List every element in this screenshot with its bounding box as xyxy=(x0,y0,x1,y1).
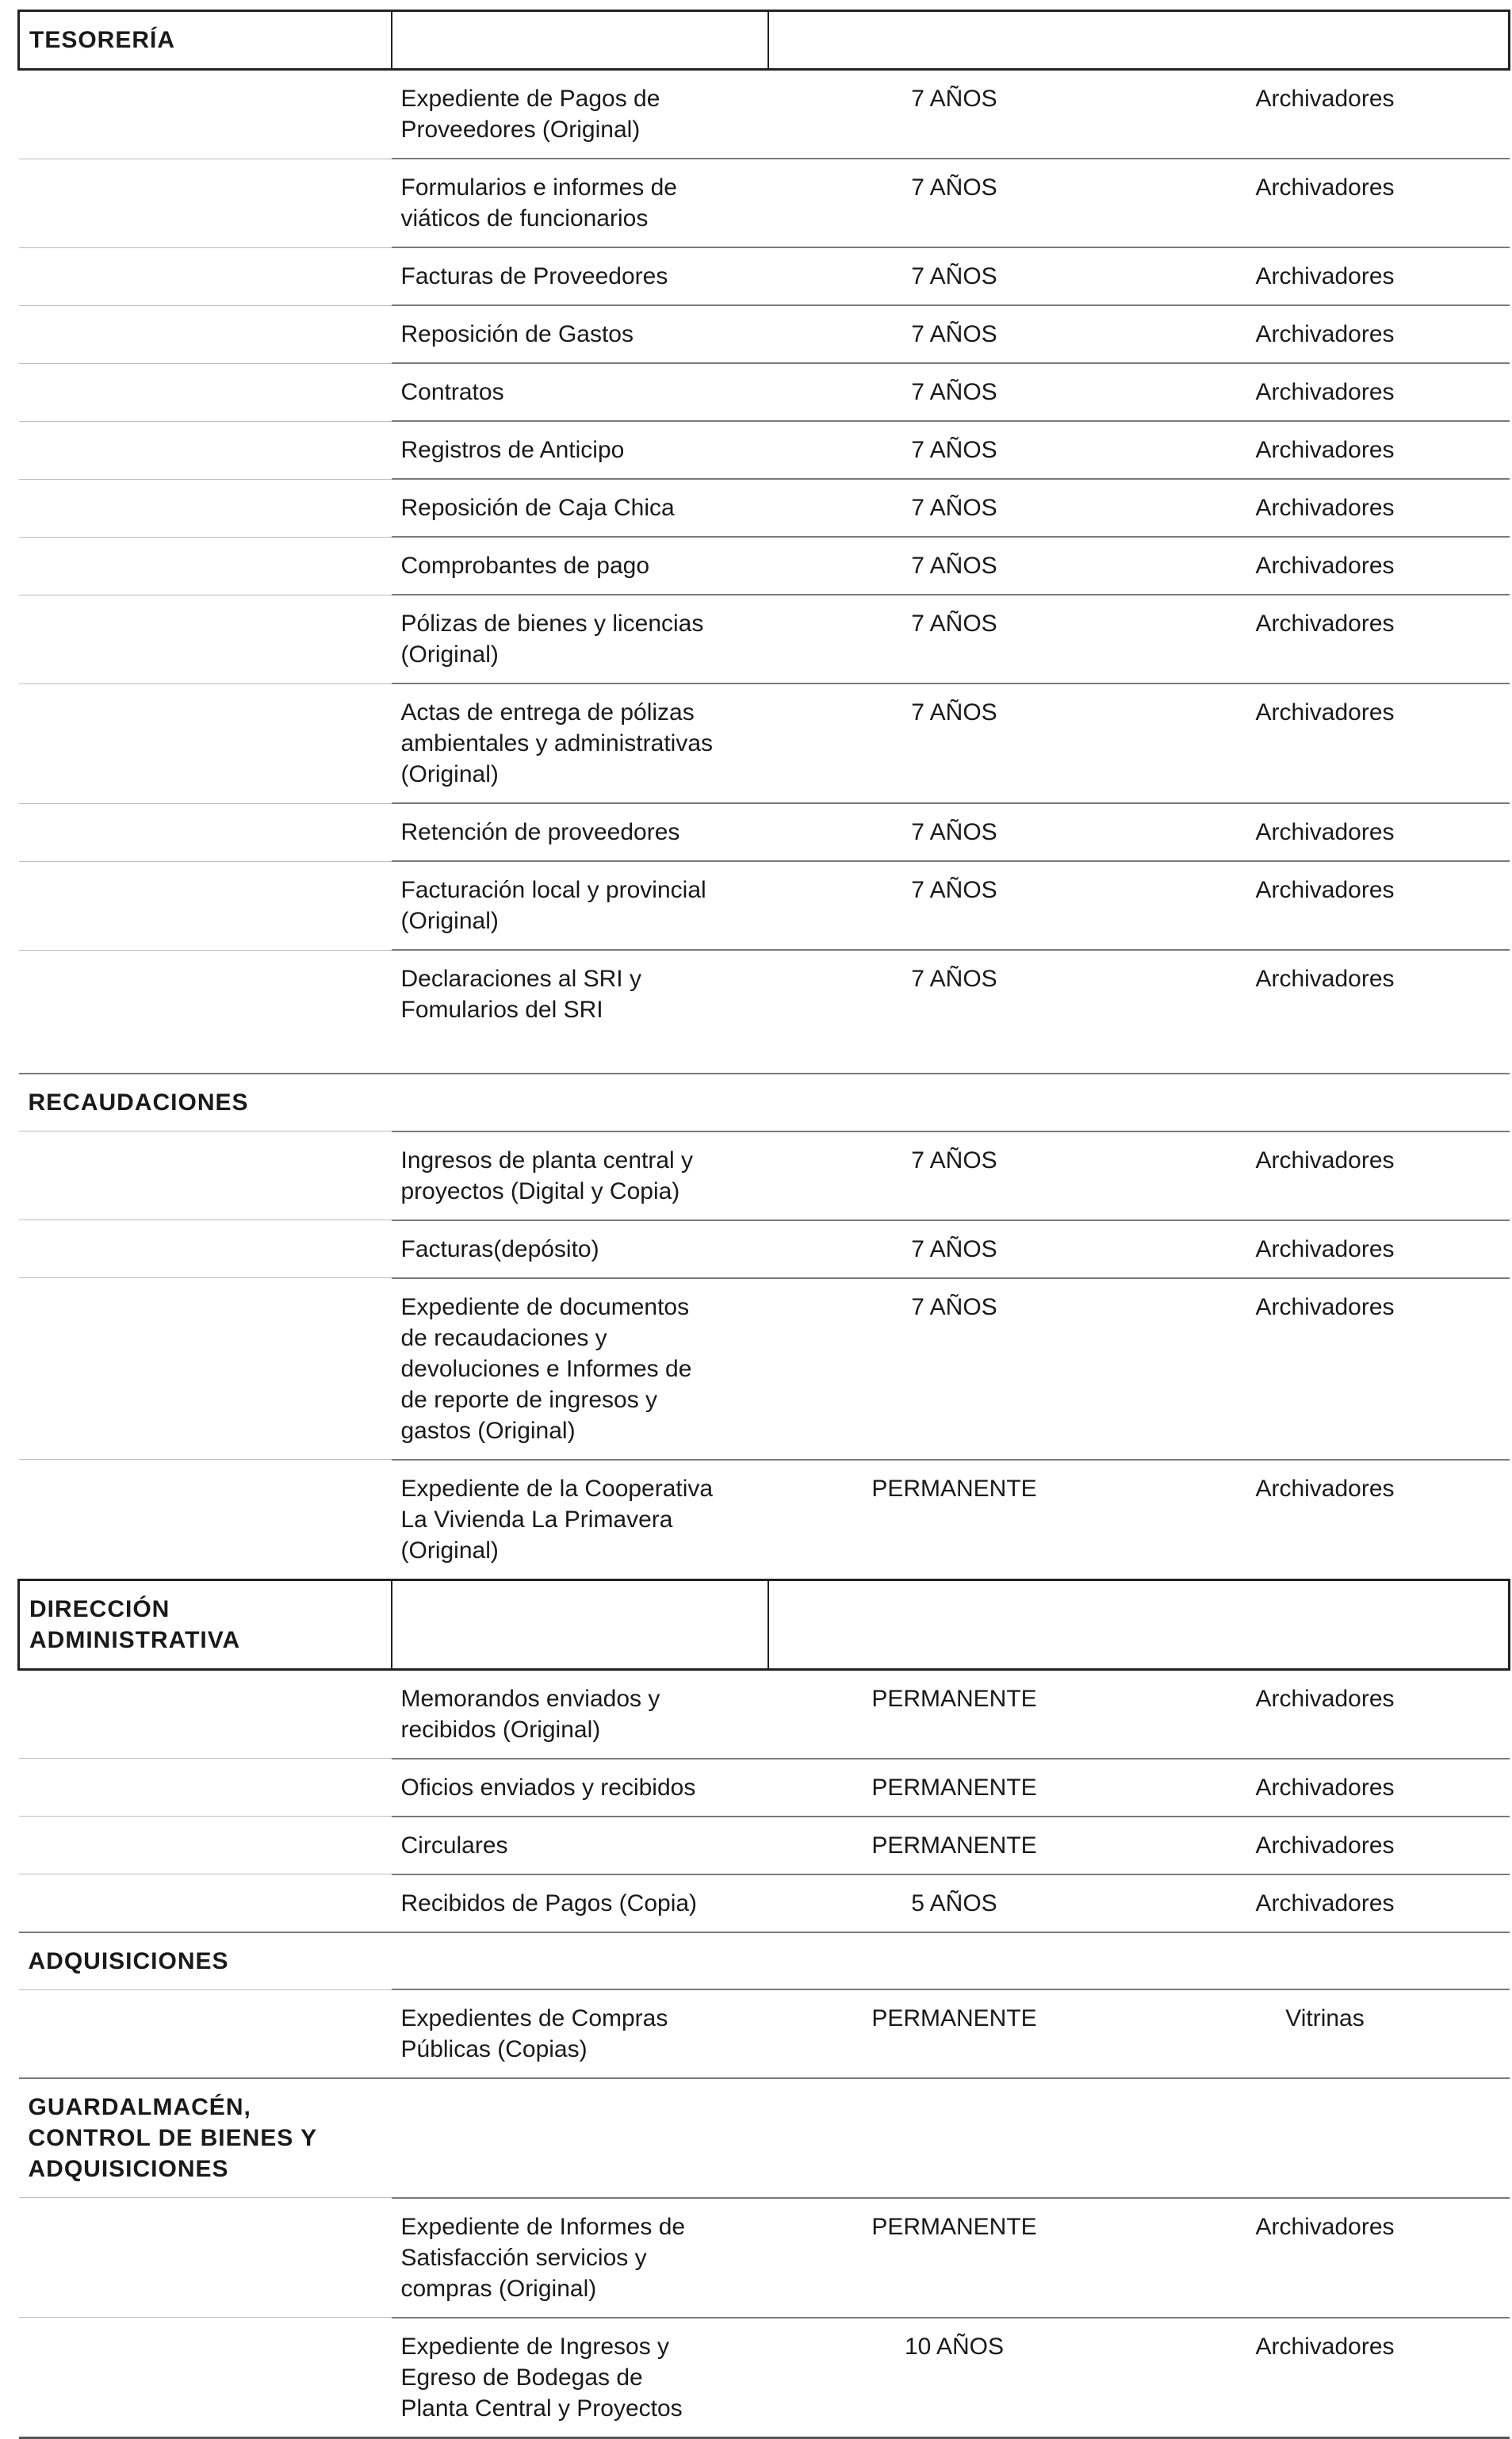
table-row xyxy=(19,247,1510,305)
table-row xyxy=(19,1460,1510,1580)
record-description: Circulares xyxy=(392,1817,768,1874)
storage-location: Archivadores xyxy=(1141,1817,1510,1874)
record-description: Declaraciones al SRI y Fomularios del SRI xyxy=(392,950,768,1074)
record-description: Facturas de Proveedores xyxy=(392,247,768,305)
storage-location: Archivadores xyxy=(1141,861,1510,950)
unit-cell xyxy=(19,950,392,1074)
unit-cell xyxy=(19,159,392,247)
unit-cell xyxy=(19,1220,392,1278)
storage-location: Archivadores xyxy=(1141,683,1510,803)
section-unit-name: DIRECCIÓN ADMINISTRATIVA xyxy=(19,1579,392,1669)
table-row xyxy=(19,1759,1510,1817)
retention-period: 7 AÑOS xyxy=(768,159,1141,247)
empty-cell xyxy=(392,1074,768,1131)
empty-cell xyxy=(392,1579,768,1669)
record-description: Reposición de Caja Chica xyxy=(392,479,768,537)
table-row xyxy=(19,950,1510,1074)
retention-period: PERMANENTE xyxy=(768,1460,1141,1580)
storage-location: Archivadores xyxy=(1141,950,1510,1074)
record-description: Facturas(depósito) xyxy=(392,1220,768,1278)
storage-location: Archivadores xyxy=(1141,247,1510,305)
retention-period: 7 AÑOS xyxy=(768,421,1141,479)
empty-cell xyxy=(768,1932,1141,1990)
empty-cell xyxy=(1141,2078,1510,2198)
record-description: Pólizas de bienes y licencias (Original) xyxy=(392,595,768,683)
section-heading-row xyxy=(19,11,1510,70)
table-row xyxy=(19,159,1510,247)
table-row xyxy=(19,1817,1510,1874)
record-description: Expediente de documentos de recaudaciones y devoluciones e Informes de de reporte de ingresos y gastos (Original) xyxy=(392,1278,768,1460)
storage-location: Archivadores xyxy=(1141,363,1510,421)
storage-location: Archivadores xyxy=(1141,1669,1510,1759)
empty-cell xyxy=(1141,11,1510,70)
table-row xyxy=(19,683,1510,803)
record-description: Retención de proveedores xyxy=(392,803,768,861)
empty-cell xyxy=(768,1579,1141,1669)
section-heading-row xyxy=(19,1074,1510,1131)
table-row xyxy=(19,1220,1510,1278)
record-description: Reposición de Gastos xyxy=(392,305,768,363)
retention-period: 10 AÑOS xyxy=(768,2318,1141,2438)
retention-period: 7 AÑOS xyxy=(768,683,1141,803)
table-row xyxy=(19,861,1510,950)
unit-cell xyxy=(19,683,392,803)
retention-period: 7 AÑOS xyxy=(768,305,1141,363)
table-row xyxy=(19,2198,1510,2318)
retention-period: 7 AÑOS xyxy=(768,537,1141,595)
unit-cell xyxy=(19,1131,392,1220)
section-unit-name: GUARDALMACÉN, CONTROL DE BIENES Y ADQUISICIONES xyxy=(19,2078,392,2198)
empty-cell xyxy=(392,11,768,70)
retention-period: 5 AÑOS xyxy=(768,1874,1141,1932)
table-row xyxy=(19,421,1510,479)
records-body xyxy=(19,11,1510,2438)
storage-location: Archivadores xyxy=(1141,305,1510,363)
storage-location: Archivadores xyxy=(1141,159,1510,247)
retention-period: PERMANENTE xyxy=(768,2198,1141,2318)
empty-cell xyxy=(1141,1579,1510,1669)
retention-period: 7 AÑOS xyxy=(768,803,1141,861)
retention-period: 7 AÑOS xyxy=(768,1131,1141,1220)
storage-location: Archivadores xyxy=(1141,1460,1510,1580)
record-description: Oficios enviados y recibidos xyxy=(392,1759,768,1817)
unit-cell xyxy=(19,1817,392,1874)
retention-period: 7 AÑOS xyxy=(768,363,1141,421)
storage-location: Archivadores xyxy=(1141,1759,1510,1817)
storage-location: Archivadores xyxy=(1141,595,1510,683)
empty-cell xyxy=(768,11,1141,70)
unit-cell xyxy=(19,1278,392,1460)
storage-location: Archivadores xyxy=(1141,479,1510,537)
unit-cell xyxy=(19,1460,392,1580)
storage-location: Archivadores xyxy=(1141,2198,1510,2318)
record-description: Expedientes de Compras Públicas (Copias) xyxy=(392,1989,768,2078)
storage-location: Archivadores xyxy=(1141,1874,1510,1932)
storage-location: Archivadores xyxy=(1141,537,1510,595)
section-unit-name: ADQUISICIONES xyxy=(19,1932,392,1990)
retention-period: 7 AÑOS xyxy=(768,70,1141,159)
empty-cell xyxy=(768,2078,1141,2198)
retention-period: 7 AÑOS xyxy=(768,595,1141,683)
record-description: Formularios e informes de viáticos de funcionarios xyxy=(392,159,768,247)
storage-location: Archivadores xyxy=(1141,70,1510,159)
table-row xyxy=(19,479,1510,537)
unit-cell xyxy=(19,861,392,950)
table-row xyxy=(19,803,1510,861)
storage-location: Archivadores xyxy=(1141,1131,1510,1220)
retention-period: 7 AÑOS xyxy=(768,479,1141,537)
section-heading-row xyxy=(19,2078,1510,2198)
retention-period: 7 AÑOS xyxy=(768,247,1141,305)
record-description: Comprobantes de pago xyxy=(392,537,768,595)
table-row xyxy=(19,537,1510,595)
unit-cell xyxy=(19,537,392,595)
storage-location: Vitrinas xyxy=(1141,1989,1510,2078)
section-heading-row xyxy=(19,1932,1510,1990)
record-description: Actas de entrega de pólizas ambientales y administrativas (Original) xyxy=(392,683,768,803)
unit-cell xyxy=(19,247,392,305)
table-row xyxy=(19,595,1510,683)
table-row xyxy=(19,1131,1510,1220)
table-row xyxy=(19,363,1510,421)
table-row xyxy=(19,70,1510,159)
empty-cell xyxy=(392,2078,768,2198)
retention-period: PERMANENTE xyxy=(768,1989,1141,2078)
record-description: Memorandos enviados y recibidos (Original) xyxy=(392,1669,768,1759)
storage-location: Archivadores xyxy=(1141,1278,1510,1460)
unit-cell xyxy=(19,1989,392,2078)
unit-cell xyxy=(19,479,392,537)
retention-period: PERMANENTE xyxy=(768,1759,1141,1817)
empty-cell xyxy=(768,1074,1141,1131)
table-row xyxy=(19,1874,1510,1932)
section-unit-name: TESORERÍA xyxy=(19,11,392,70)
empty-cell xyxy=(1141,1932,1510,1990)
record-description: Expediente de Informes de Satisfacción servicios y compras (Original) xyxy=(392,2198,768,2318)
unit-cell xyxy=(19,305,392,363)
section-unit-name: RECAUDACIONES xyxy=(19,1074,392,1131)
record-description: Ingresos de planta central y proyectos (Digital y Copia) xyxy=(392,1131,768,1220)
unit-cell xyxy=(19,1669,392,1759)
records-table xyxy=(17,10,1510,2439)
unit-cell xyxy=(19,2318,392,2438)
table-row xyxy=(19,305,1510,363)
record-description: Expediente de Ingresos y Egreso de Bodegas de Planta Central y Proyectos xyxy=(392,2318,768,2438)
unit-cell xyxy=(19,595,392,683)
table-row xyxy=(19,1669,1510,1759)
storage-location: Archivadores xyxy=(1141,1220,1510,1278)
record-description: Expediente de Pagos de Proveedores (Original) xyxy=(392,70,768,159)
storage-location: Archivadores xyxy=(1141,421,1510,479)
unit-cell xyxy=(19,363,392,421)
record-description: Facturación local y provincial (Original) xyxy=(392,861,768,950)
record-description: Expediente de la Cooperativa La Vivienda La Primavera (Original) xyxy=(392,1460,768,1580)
unit-cell xyxy=(19,2198,392,2318)
table-row xyxy=(19,1278,1510,1460)
empty-cell xyxy=(1141,1074,1510,1131)
unit-cell xyxy=(19,421,392,479)
unit-cell xyxy=(19,70,392,159)
retention-period: PERMANENTE xyxy=(768,1817,1141,1874)
storage-location: Archivadores xyxy=(1141,803,1510,861)
retention-period: 7 AÑOS xyxy=(768,861,1141,950)
retention-period: 7 AÑOS xyxy=(768,950,1141,1074)
unit-cell xyxy=(19,1874,392,1932)
unit-cell xyxy=(19,803,392,861)
empty-cell xyxy=(392,1932,768,1990)
record-description: Recibidos de Pagos (Copia) xyxy=(392,1874,768,1932)
table-row xyxy=(19,2318,1510,2438)
record-description: Contratos xyxy=(392,363,768,421)
retention-period: 7 AÑOS xyxy=(768,1278,1141,1460)
storage-location: Archivadores xyxy=(1141,2318,1510,2438)
retention-period: 7 AÑOS xyxy=(768,1220,1141,1278)
section-heading-row xyxy=(19,1579,1510,1669)
unit-cell xyxy=(19,1759,392,1817)
table-row xyxy=(19,1989,1510,2078)
retention-period: PERMANENTE xyxy=(768,1669,1141,1759)
record-description: Registros de Anticipo xyxy=(392,421,768,479)
